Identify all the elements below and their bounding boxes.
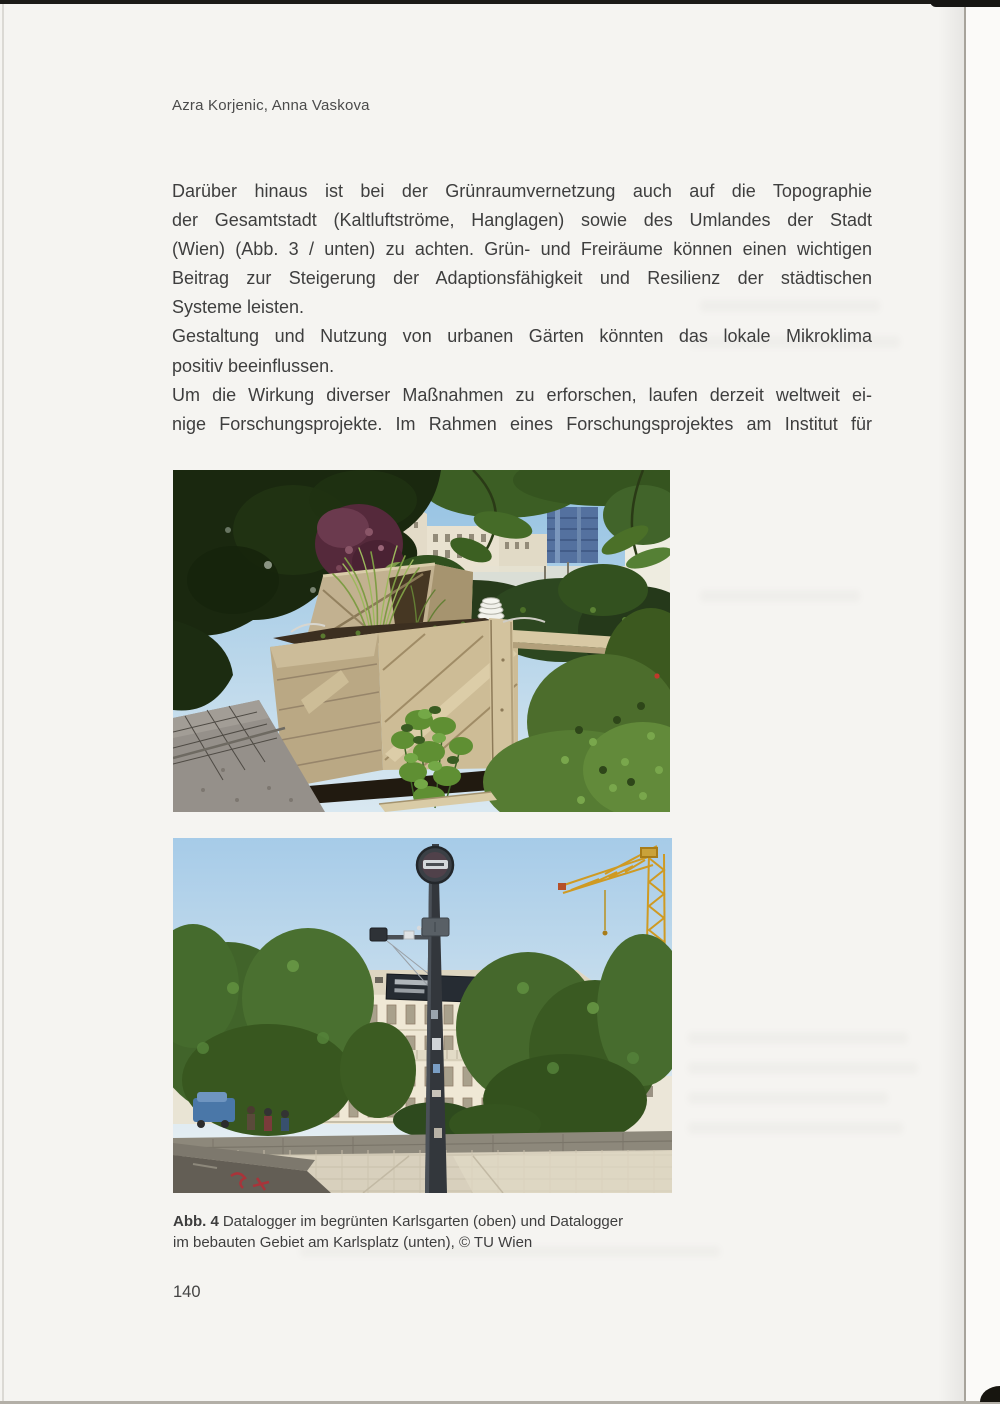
bleed-through-text bbox=[700, 590, 860, 602]
facing-page-sliver bbox=[966, 4, 1000, 1401]
page-edge-line bbox=[964, 4, 966, 1401]
scan-edge-top-right bbox=[930, 0, 1000, 7]
body-line: positiv beeinflussen. bbox=[172, 355, 335, 376]
caption-label: Abb. 4 bbox=[173, 1213, 219, 1230]
body-line: Um die Wirkung diverser Maßnahmen zu erforschen, laufen derzeit weltweit ei- bbox=[172, 384, 872, 405]
bleed-through-text bbox=[688, 1122, 903, 1134]
scan-edge-top bbox=[0, 0, 1000, 4]
body-text-block bbox=[172, 177, 872, 439]
red-flower bbox=[654, 673, 659, 678]
small-sensor bbox=[404, 931, 414, 939]
sensor-box bbox=[370, 928, 387, 941]
body-line: Beitrag zur Steigerung der Adaptionsfähigkeit und Resilienz der städtischen bbox=[172, 268, 872, 289]
page-gutter-shadow bbox=[938, 4, 964, 1401]
caption-line-1: Abb. 4 Datalogger im begrünten Karlsgarten (oben) und Datalogger bbox=[173, 1213, 624, 1230]
body-line: nige Forschungsprojekte. Im Rahmen eines Forschungsprojektes am Institut für bbox=[172, 413, 872, 434]
body-line: Darüber hinaus ist bei der Grünraumvernetzung auch auf die Topographie bbox=[172, 181, 872, 201]
glass-office-building bbox=[547, 507, 598, 563]
bleed-through-text bbox=[688, 1062, 918, 1074]
body-line: Gestaltung und Nutzung von urbanen Gärten könnten das lokale Mikroklima bbox=[172, 326, 872, 347]
body-line: (Wien) (Abb. 3 / unten) zu achten. Grün- und Freiräume können einen wichtigen bbox=[172, 239, 872, 260]
body-line: Systeme leisten. bbox=[172, 297, 305, 318]
body-line: der Gesamtstadt (Kaltluftströme, Hanglagen) sowie des Umlandes der Stadt bbox=[172, 210, 872, 231]
page-number: 140 bbox=[173, 1283, 201, 1301]
photo-karlsgarten-datalogger bbox=[173, 470, 670, 812]
figure-caption bbox=[173, 1211, 713, 1253]
bleed-through-text bbox=[688, 1092, 888, 1104]
bleed-through-text bbox=[688, 1032, 908, 1044]
photo-karlsplatz-datalogger bbox=[173, 838, 672, 1193]
scan-edge-left bbox=[2, 4, 4, 1401]
running-header-authors: Azra Korjenic, Anna Vaskova bbox=[172, 97, 370, 114]
caption-line-2: im bebauten Gebiet am Karlsplatz (unten), © TU Wien bbox=[173, 1234, 533, 1251]
